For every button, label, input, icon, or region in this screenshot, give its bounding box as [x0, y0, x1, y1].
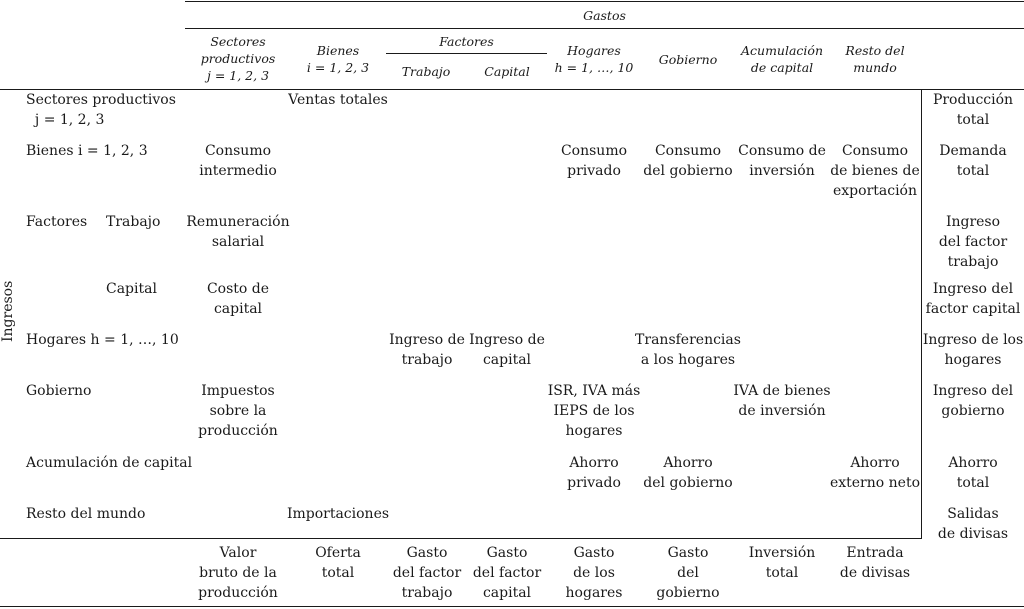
- cell-consumo-inversion: Consumo de inversión: [738, 143, 826, 179]
- total-gasto-trabajo: Gasto del factor trabajo: [392, 545, 462, 601]
- header-gastos: Gastos: [583, 8, 626, 23]
- total-entrada-divisas: Entrada de divisas: [839, 545, 911, 581]
- cell-ingreso-hogares: Ingreso de los hogares: [922, 332, 1024, 368]
- cell-demanda-total: Demanda total: [939, 143, 1007, 179]
- header-col-resto: Resto del mundo: [845, 43, 905, 75]
- cell-ahorro-privado: Ahorro privado: [567, 455, 621, 491]
- gastos-rule: [185, 28, 1024, 29]
- cell-consumo-intermedio: Consumo intermedio: [199, 143, 277, 179]
- cell-ahorro-gobierno: Ahorro del gobierno: [643, 455, 733, 491]
- row-label-capital: Capital: [106, 281, 157, 297]
- top-rule: [185, 1, 1024, 2]
- cell-ahorro-total: Ahorro total: [948, 455, 998, 491]
- header-col-hogares: Hogares h = 1, …, 10: [554, 43, 634, 75]
- cell-ahorro-externo: Ahorro externo neto: [829, 455, 921, 491]
- cell-ventas-totales: Ventas totales: [288, 92, 388, 108]
- total-oferta: Oferta total: [315, 545, 361, 581]
- totals-top-rule: [0, 538, 922, 539]
- row-label-trabajo: Trabajo: [106, 214, 161, 230]
- cell-iva-inversion: IVA de bienes de inversión: [733, 383, 831, 419]
- cell-ingreso-factor-trabajo: Ingreso del factor trabajo: [938, 214, 1008, 270]
- factores-rule: [386, 53, 547, 54]
- cell-ingreso-trabajo: Ingreso de trabajo: [389, 332, 465, 368]
- header-col-bienes: Bienes i = 1, 2, 3: [306, 43, 370, 75]
- cell-salidas-divisas: Salidas de divisas: [937, 506, 1009, 542]
- row-label-hogares: Hogares h = 1, …, 10: [26, 332, 179, 348]
- side-label-ingresos: Ingresos: [0, 280, 16, 342]
- cell-remuneracion-salarial: Remuneración salarial: [186, 214, 290, 250]
- total-gasto-capital: Gasto del factor capital: [472, 545, 542, 601]
- cell-ingreso-factor-capital: Ingreso del factor capital: [925, 281, 1021, 317]
- header-col-acumulacion: Acumulación de capital: [740, 43, 823, 75]
- total-inversion: Inversión total: [748, 545, 816, 581]
- row-label-acumulacion: Acumulación de capital: [26, 455, 193, 471]
- cell-isr-iva: ISR, IVA más IEPS de los hogares: [547, 383, 641, 439]
- row-label-resto: Resto del mundo: [26, 506, 146, 522]
- row-label-factores: Factores: [26, 214, 88, 230]
- cell-transferencias-hogares: Transferencias a los hogares: [635, 332, 741, 368]
- total-gasto-gobierno: Gasto del gobierno: [656, 545, 720, 601]
- row-label-sectores: Sectores productivos j = 1, 2, 3: [26, 92, 176, 128]
- row-label-bienes: Bienes i = 1, 2, 3: [26, 143, 148, 159]
- cell-impuestos-produccion: Impuestos sobre la producción: [198, 383, 278, 439]
- cell-costo-capital: Costo de capital: [206, 281, 270, 317]
- cell-ingreso-capital: Ingreso de capital: [469, 332, 545, 368]
- header-col-capital: Capital: [484, 64, 530, 79]
- cell-produccion-total: Producción total: [932, 92, 1014, 128]
- row-label-gobierno: Gobierno: [26, 383, 92, 399]
- cell-consumo-gobierno: Consumo del gobierno: [643, 143, 733, 179]
- header-factores: Factores: [439, 34, 494, 49]
- header-col-gobierno: Gobierno: [658, 52, 718, 67]
- header-col-trabajo: Trabajo: [401, 64, 451, 79]
- bottom-rule: [0, 606, 1024, 607]
- total-gasto-hogares: Gasto de los hogares: [565, 545, 623, 601]
- cell-consumo-exportacion: Consumo de bienes de exportación: [830, 143, 920, 199]
- cell-importaciones: Importaciones: [286, 506, 390, 522]
- cell-consumo-privado: Consumo privado: [560, 143, 628, 179]
- total-valor-bruto: Valor bruto de la producción: [198, 545, 278, 601]
- header-col-sectores: Sectores productivos j = 1, 2, 3: [200, 34, 276, 83]
- cell-ingreso-gobierno: Ingreso del gobierno: [932, 383, 1014, 419]
